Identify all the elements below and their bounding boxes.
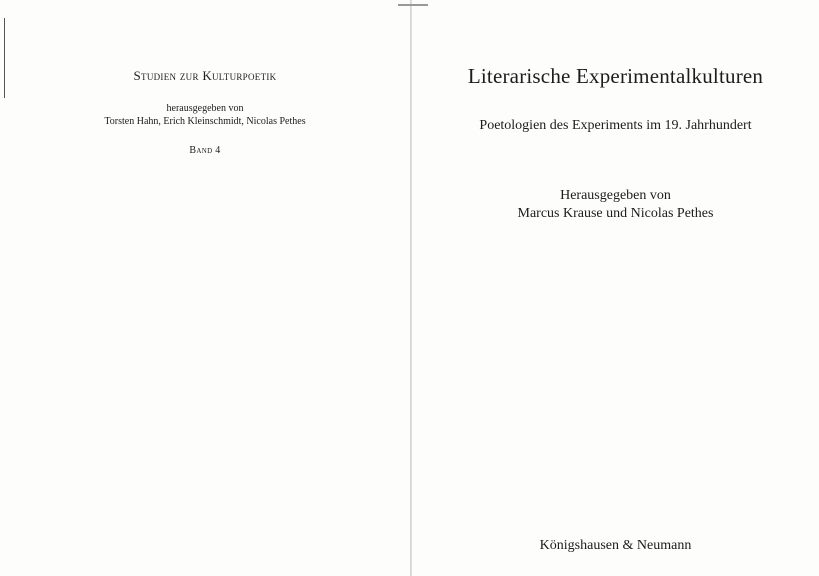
publisher: Königshausen & Neumann — [539, 538, 692, 553]
book-title: Literarische Experimentalkulturen — [467, 64, 764, 88]
book-subtitle: Poetologien des Experiments im 19. Jahrhundert — [479, 118, 752, 133]
series-editors: Torsten Hahn, Erich Kleinschmidt, Nicolas Pethes — [104, 116, 306, 127]
right-page — [412, 0, 819, 576]
book-editors-label: Herausgegeben von — [560, 188, 671, 203]
series-editors-label: herausgegeben von — [166, 103, 244, 114]
book-editors: Marcus Krause und Nicolas Pethes — [517, 206, 714, 221]
volume-number: Band 4 — [189, 145, 221, 156]
series-title: Studien zur Kulturpoetik — [133, 68, 277, 83]
